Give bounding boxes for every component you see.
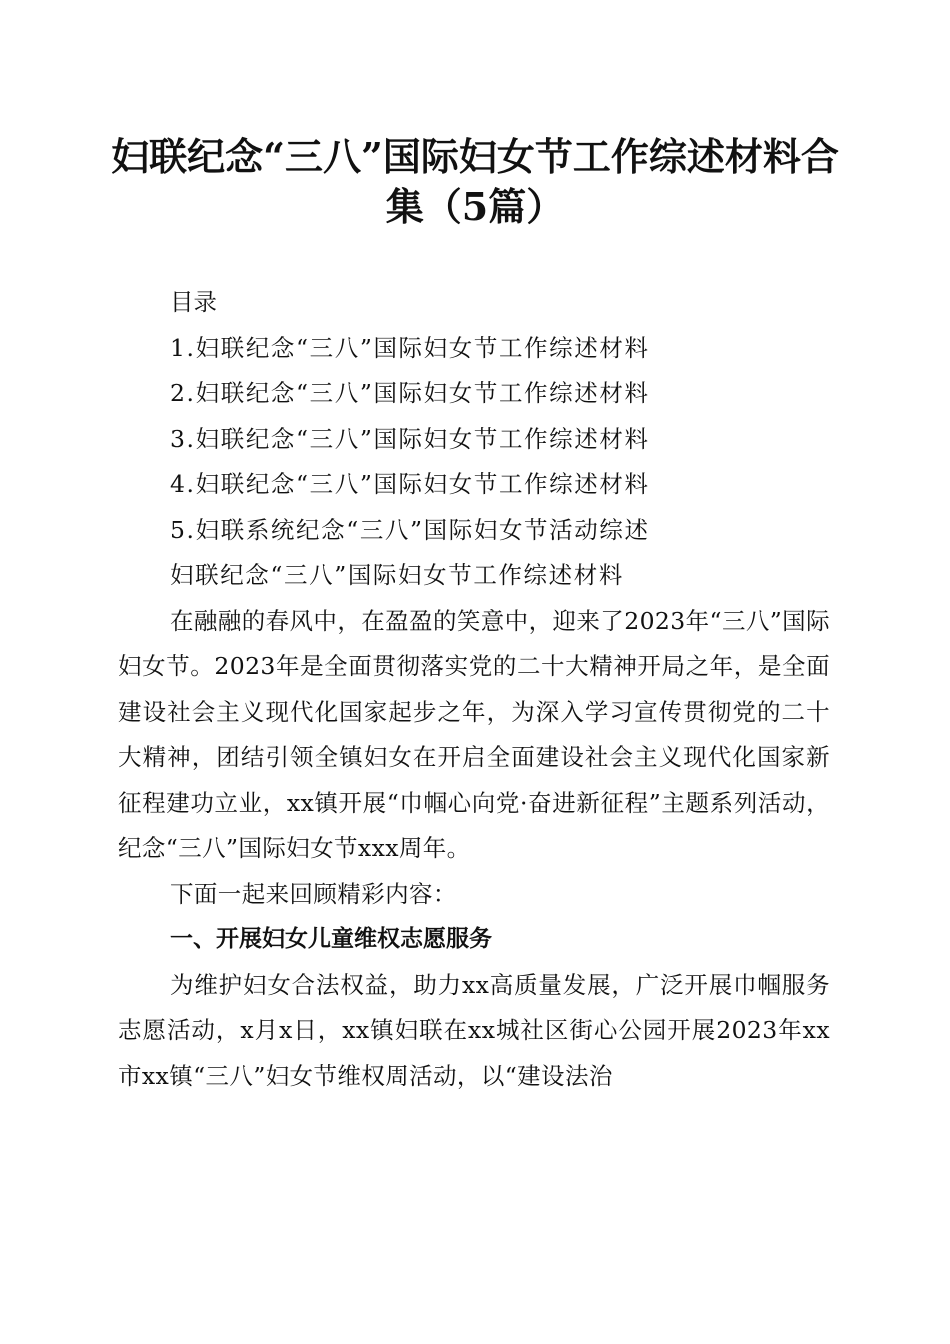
article-title: 妇联纪念“三八”国际妇女节工作综述材料 (170, 561, 624, 589)
section-paragraph: 为维护妇女合法权益，助力xx高质量发展，广泛开展巾帼服务志愿活动，x月x日，xx镇妇联在xx城社区街心公园开展2023年xx市xx镇“三八”妇女节维权周活动，以“建设法治 (118, 970, 830, 1090)
toc-item: 1.妇联纪念“三八”国际妇女节工作综述材料 (170, 333, 650, 362)
toc-item: 3.妇联纪念“三八”国际妇女节工作综述材料 (170, 424, 650, 453)
document-title: 妇联纪念“三八”国际妇女节工作综述材料合集（5篇） (111, 134, 839, 229)
toc-item: 2.妇联纪念“三八”国际妇女节工作综述材料 (170, 379, 650, 407)
toc-item: 4.妇联纪念“三八”国际妇女节工作综述材料 (170, 470, 650, 498)
document-body (118, 280, 830, 1099)
body-paragraph: 在融融的春风中，在盈盈的笑意中，迎来了2023年“三八”国际妇女节。2023年是全面贯彻落实党的二十大精神开局之年，是全面建设社会主义现代化国家起步之年，为深入学习宣传贯彻党的二十大精神，团结引领全镇妇女在开启全面建设社会主义现代化国家新征程建功立业，xx镇开展“巾帼心向党·奋进新征程”主题系列活动，纪念“三八”国际妇女节xxx周年。 (118, 606, 830, 862)
body-paragraph: 下面一起来回顾精彩内容： (170, 879, 457, 908)
toc-item: 5.妇联系统纪念“三八”国际妇女节活动综述 (170, 515, 650, 544)
toc-label: 目录 (170, 288, 217, 316)
section-heading: 一、开展妇女儿童维权志愿服务 (170, 926, 492, 952)
